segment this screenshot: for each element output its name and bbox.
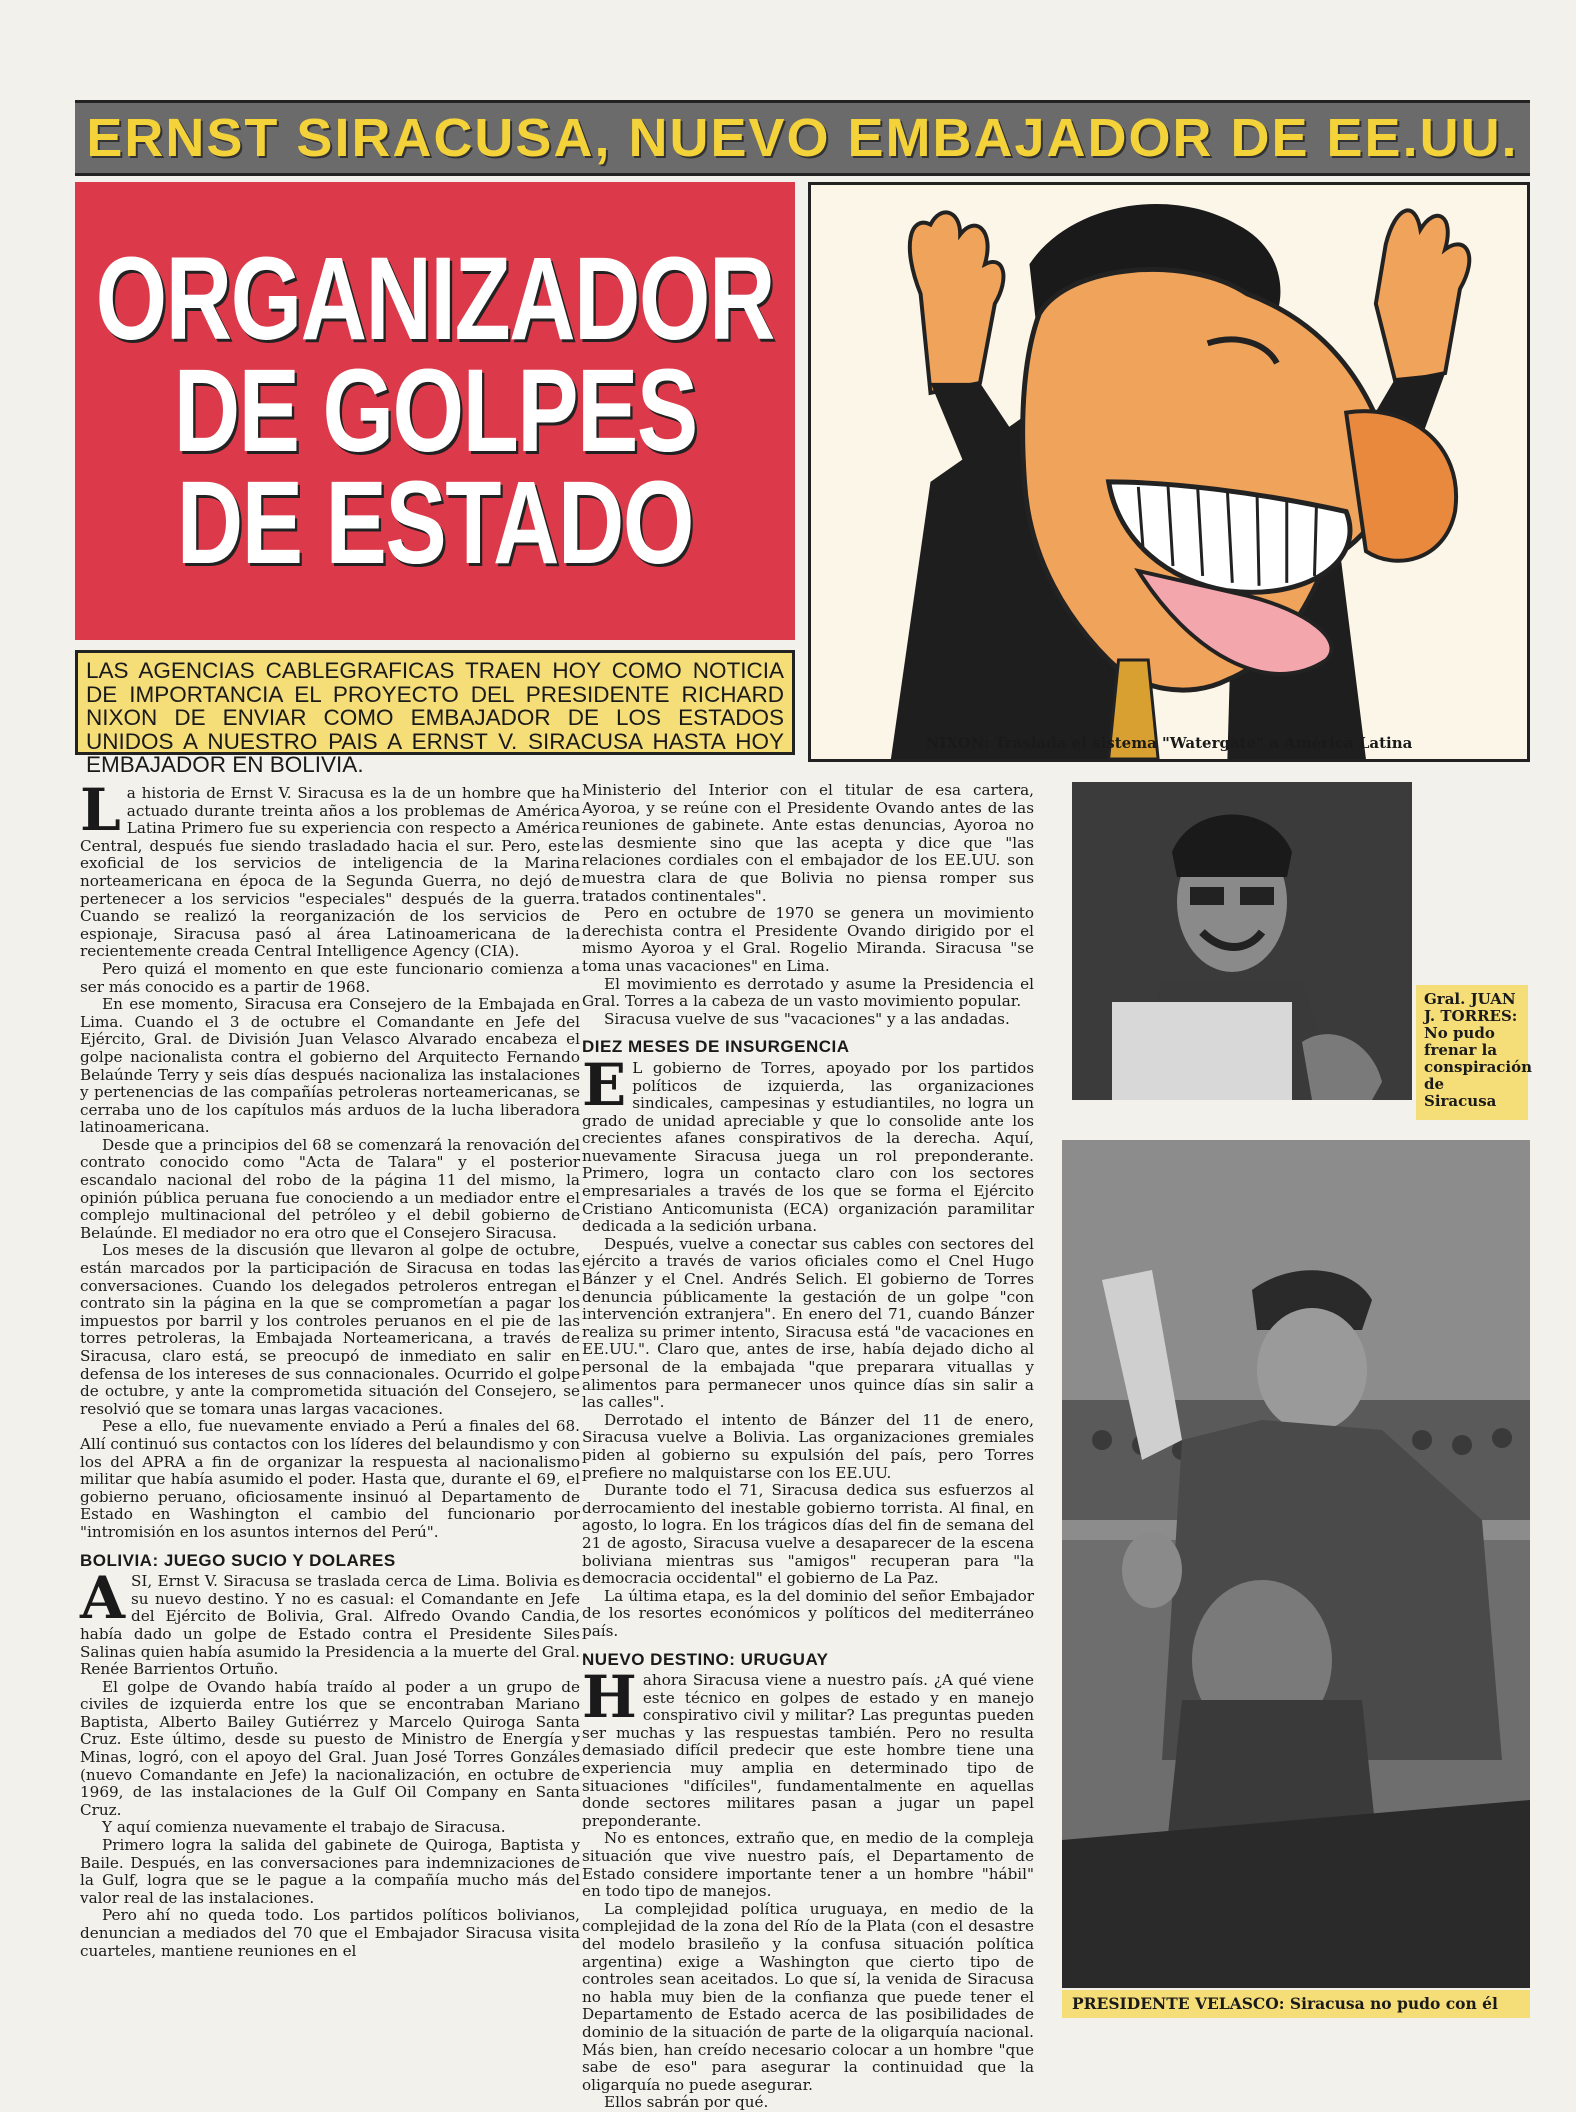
col2-paragraph-9: La última etapa, es la del dominio del señor Embajador de los resortes económicos y políticos del mediterráneo país. (582, 1586, 1034, 1640)
nixon-caricature-illustration (811, 185, 1527, 759)
col1-paragraph-6: Pese a ello, fue nuevamente enviado a Perú a finales del 68. Allí continuó sus contactos con los líderes del belaundismo y con los del APRA a fin de organizar la respuesta al nacionalismo militar que había asumido el poder. Hasta que, durante el 69, el gobierno peruano, oficiosamente insinuó al Departamento de Estado en Washington el cambio del funcionario por "intromisión en los asuntos internos del Perú". (80, 1417, 580, 1541)
col1-paragraph-2: Pero quizá el momento en que este funcionario comienza a ser más conocido es a partir de 1968. (80, 959, 580, 996)
headline-line-1: ORGANIZADOR (95, 233, 775, 365)
col2-paragraph-6: Después, vuelve a conectar sus cables con sectores del ejército a través de varios oficiales como el Cnel Hugo Bánzer y el Cnel. Andrés Selich. El gobierno de Torres denuncia públicamente la gestación de un golpe "con intervención extranjera". En enero del 71, cuando Bánzer realiza su primer intento, Siracusa está "de vacaciones en EE.UU.". Claro que, antes de irse, había dejado dicho al personal de la embajada "que preparara vituallas y alimentos para permanecer unos quince días sin salir a las calles". (582, 1234, 1034, 1412)
col2-paragraph-10: ahora Siracusa viene a nuestro país. ¿A qué viene este técnico en golpes de estado y en manejo conspirativo civil y militar? Las preguntas pueden ser muchas y las respuestas también. Pero no resulta demasiado difícil predecir que este hombre tiene una experiencia muy amplia en determinado tipo de situaciones "difíciles", fundamentalmente en aquellas donde sectores militares pasan a jugar un papel preponderante. (582, 1671, 1034, 1830)
dropcap-e: E (582, 1050, 627, 1119)
col2-paragraph-1: Ministerio del Interior con el titular de esa cartera, Ayoroa, y se reúne con el Presidente Ovando antes de las reuniones de gabinete. Ante estas denuncias, Ayoroa no las desmiente sino que las acepta y dice que "las relaciones cordiales con el embajador de los EE.UU. son muestra clara de que Bolivia no piensa romper sus tratados continentales". (582, 781, 1034, 905)
subhead-uruguay: NUEVO DESTINO: URUGUAY (582, 1649, 829, 1669)
banner (75, 100, 1530, 176)
col1-paragraph-5: Los meses de la discusión que llevaron al golpe de octubre, están marcados por la participación de Siracusa en todas las conversaciones. Cuando los delegados petroleros entregan el contrato sin la página en la que se comprometían a pagar los impuestos por barril y los controles peruanos en el pie de las torres petroleras, la Embajada Norteamericana, a través de Siracusa, claro está, se preocupó de inmediato en salir en defensa de los intereses de sus connacionales. Ocurrido el golpe de octubre, y ante la comprometida situación del Consejero, se resolvió que se tomara unas largas vacaciones. (80, 1241, 580, 1418)
col1-paragraph-4: Desde que a principios del 68 se comenzará la renovación del contrato conocido como "Acta de Talara" y el posterior escandalo nacional del robo de la página 11 del mismo, la opinión pública peruana fue conociendo a un mediador entre el complejo multinacional del petróleo y el debil gobierno de Belaúnde. El mediador no era otro que el Consejero Siracusa. (80, 1135, 580, 1242)
col1-paragraph-11: Pero ahí no queda todo. Los partidos políticos bolivianos, denuncian a mediados del 70 que el Embajador Siracusa visita cuarteles, mantiene reuniones en el (80, 1906, 580, 1960)
col2-paragraph-5: L gobierno de Torres, apoyado por los partidos políticos de izquierda, las organizaciones sindicales, campesinas y estudiantiles, no logra un grado de unidad apreciable y que lo consolide ante los crecientes afanes conspirativos de la derecha. Aquí, nuevamente Siracusa juega un rol preponderante. Primero, logra un contacto claro con los sectores empresariales a través de los que se forma el Ejército Cristiano Anticomunista (ECA) organización paramilitar dedicada a la sedición urbana. (582, 1058, 1034, 1236)
nixon-cartoon (808, 182, 1530, 762)
article-column-2 (582, 782, 1034, 2112)
photo-velasco (1062, 1140, 1530, 1988)
col1-paragraph-1: a historia de Ernst V. Siracusa es la de un hombre que ha actuado durante treinta años a los problemas de América Latina Primero fue su experiencia con respecto a América Central, después fue siendo trasladado hacia el sur. Pero, este exoficial de los servicios de inteligencia de la Marina norteamericana en época de la Segunda Guerra, no dejó de pertenecer a los servicios "especiales" después de la guerra. Cuando se realizó la reorganización de los servicios de espionaje, Siracusa pasó al área Latinoamericana de la recientemente creada Central Intelligence Agency (CIA). (80, 784, 580, 961)
lede-box: LAS AGENCIAS CABLEGRAFICAS TRAEN HOY COMO NOTICIA DE IMPORTANCIA EL PROYECTO DEL PRESIDENTE RICHARD NIXON DE ENVIAR COMO EMBAJADOR DE LOS ESTADOS UNIDOS A NUESTRO PAIS A ERNST V. SIRACUSA HASTA HOY EMBAJADOR EN BOLIVIA. (75, 650, 795, 755)
col2-paragraph-8: Durante todo el 71, Siracusa dedica sus esfuerzos al derrocamiento del inestable gobierno torrista. Al final, en agosto, lo logra. En los trágicos días del fin de semana del 21 de agosto, Siracusa vuelve a desaparecer de la escena boliviana mientras sus "amigos" recuperan para "la democracia occidental" el gobierno de La Paz. (582, 1481, 1034, 1588)
subhead-bolivia: BOLIVIA: JUEGO SUCIO Y DOLARES (80, 1550, 396, 1570)
col1-paragraph-10: Primero logra la salida del gabinete de Quiroga, Baptista y Baile. Después, en las conversaciones para indemnizaciones de la Gulf, logra que se le pague a la compañía mucho más del valor real de las instalaciones. (80, 1836, 580, 1907)
banner-title: ERNST SIRACUSA, NUEVO EMBAJADOR DE EE.UU. (86, 108, 1519, 168)
cartoon-caption: NIXON: Traslada el sistema "Watergate" a América Latina (925, 734, 1413, 752)
col1-paragraph-9: Y aquí comienza nuevamente el trabajo de Siracusa. (102, 1818, 506, 1837)
headline-box (75, 182, 795, 640)
col2-paragraph-11: No es entonces, extraño que, en medio de la compleja situación que vive nuestro país, el Departamento de Estado considere importante tener a un hombre "hábil" en todo tipo de manejos. (582, 1829, 1034, 1901)
col2-paragraph-2: Pero en octubre de 1970 se genera un movimiento derechista contra el Presidente Ovando dirigido por el mismo Ayoroa y el Gral. Rogelio Miranda. Siracusa "se toma unas vacaciones" en Lima. (582, 904, 1034, 975)
article-column-1 (80, 776, 580, 1960)
col1-paragraph-7: SI, Ernst V. Siracusa se traslada cerca de Lima. Bolivia es su nuevo destino. Y no es casual: el Comandante en Jefe del Ejército de Bolivia, Gral. Alfredo Ovando Candia, había dado un golpe de Estado contra el Presidente Siles Salinas quien había asumido la Presidencia a la muerte del Gral. Renée Barrientos Ortuño. (80, 1572, 580, 1679)
col1-paragraph-3: En ese momento, Siracusa era Consejero de la Embajada en Lima. Cuando el 3 de octubre el Comandante en Jefe del Ejército, Gral. de División Juan Velasco Alvarado encabeza el golpe nacionalista contra el gobierno del Arquitecto Fernando Belaúnde Terry y seis días después nacionaliza las instalaciones y pertenencias de las compañías petroleras norteamericanas, se cerraba uno de los capítulos más arduos de la lucha liberadora latinoamericana. (80, 995, 580, 1137)
dropcap-l: L (80, 776, 121, 844)
col2-paragraph-13: Ellos sabrán por qué. (604, 2093, 769, 2112)
headline-line-3: DE ESTADO (176, 457, 694, 589)
caption-torres: Gral. JUAN J. TORRES: No pudo frenar la conspiración de Siracusa (1416, 985, 1528, 1120)
col2-paragraph-4: Siracusa vuelve de sus "vacaciones" y a las andadas. (604, 1009, 1010, 1028)
col2-paragraph-3: El movimiento es derrotado y asume la Presidencia el Gral. Torres a la cabeza de un vasto movimiento popular. (582, 974, 1034, 1011)
torres-photo-image (1072, 782, 1412, 1100)
dropcap-h: H (582, 1663, 637, 1732)
col1-paragraph-8: El golpe de Ovando había traído al poder a un grupo de civiles de izquierda entre los que se encontraban Mariano Baptista, Alberto Bailey Gutiérrez y Marcelo Quiroga Santa Cruz. Este último, desde su puesto de Ministro de Energía y Minas, logró, con el apoyo del Gral. Juan José Torres Gonzáles (nuevo Comandante en Jefe) la nacionalización, en octubre de 1969, de las instalaciones de la Gulf Oil Company en Santa Cruz. (80, 1677, 580, 1819)
headline-line-2: DE GOLPES (173, 345, 697, 477)
velasco-photo-image (1062, 1140, 1530, 1988)
col2-paragraph-7: Derrotado el intento de Bánzer del 11 de enero, Siracusa vuelve a Bolivia. Las organizaciones gremiales piden al gobierno su expulsión del país, pero Torres prefiere no malquistarse con los EE.UU. (582, 1410, 1034, 1482)
subhead-insurgencia: DIEZ MESES DE INSURGENCIA (582, 1037, 850, 1057)
photo-torres (1072, 782, 1412, 1100)
caption-velasco: PRESIDENTE VELASCO: Siracusa no pudo con él (1062, 1990, 1530, 2018)
dropcap-a: A (80, 1564, 126, 1633)
col2-paragraph-12: La complejidad política uruguaya, en medio de la complejidad de la zona del Río de la Plata (con el desastre del modelo brasileño y la confusa situación política argentina) exige a Washington que cierto tipo de controles sean aceitados. Lo que sí, la venida de Siracusa no habla muy bien de la confianza que puede tener el Departamento de Estado acerca de las posibilidades de dominio de la situación de parte de la oligarquía nacional. Más bien, han creído necesario colocar a un hombre "que sabe de eso" para asegurar la continuidad que la oligarquía no puede asegurar. (582, 1899, 1034, 2094)
